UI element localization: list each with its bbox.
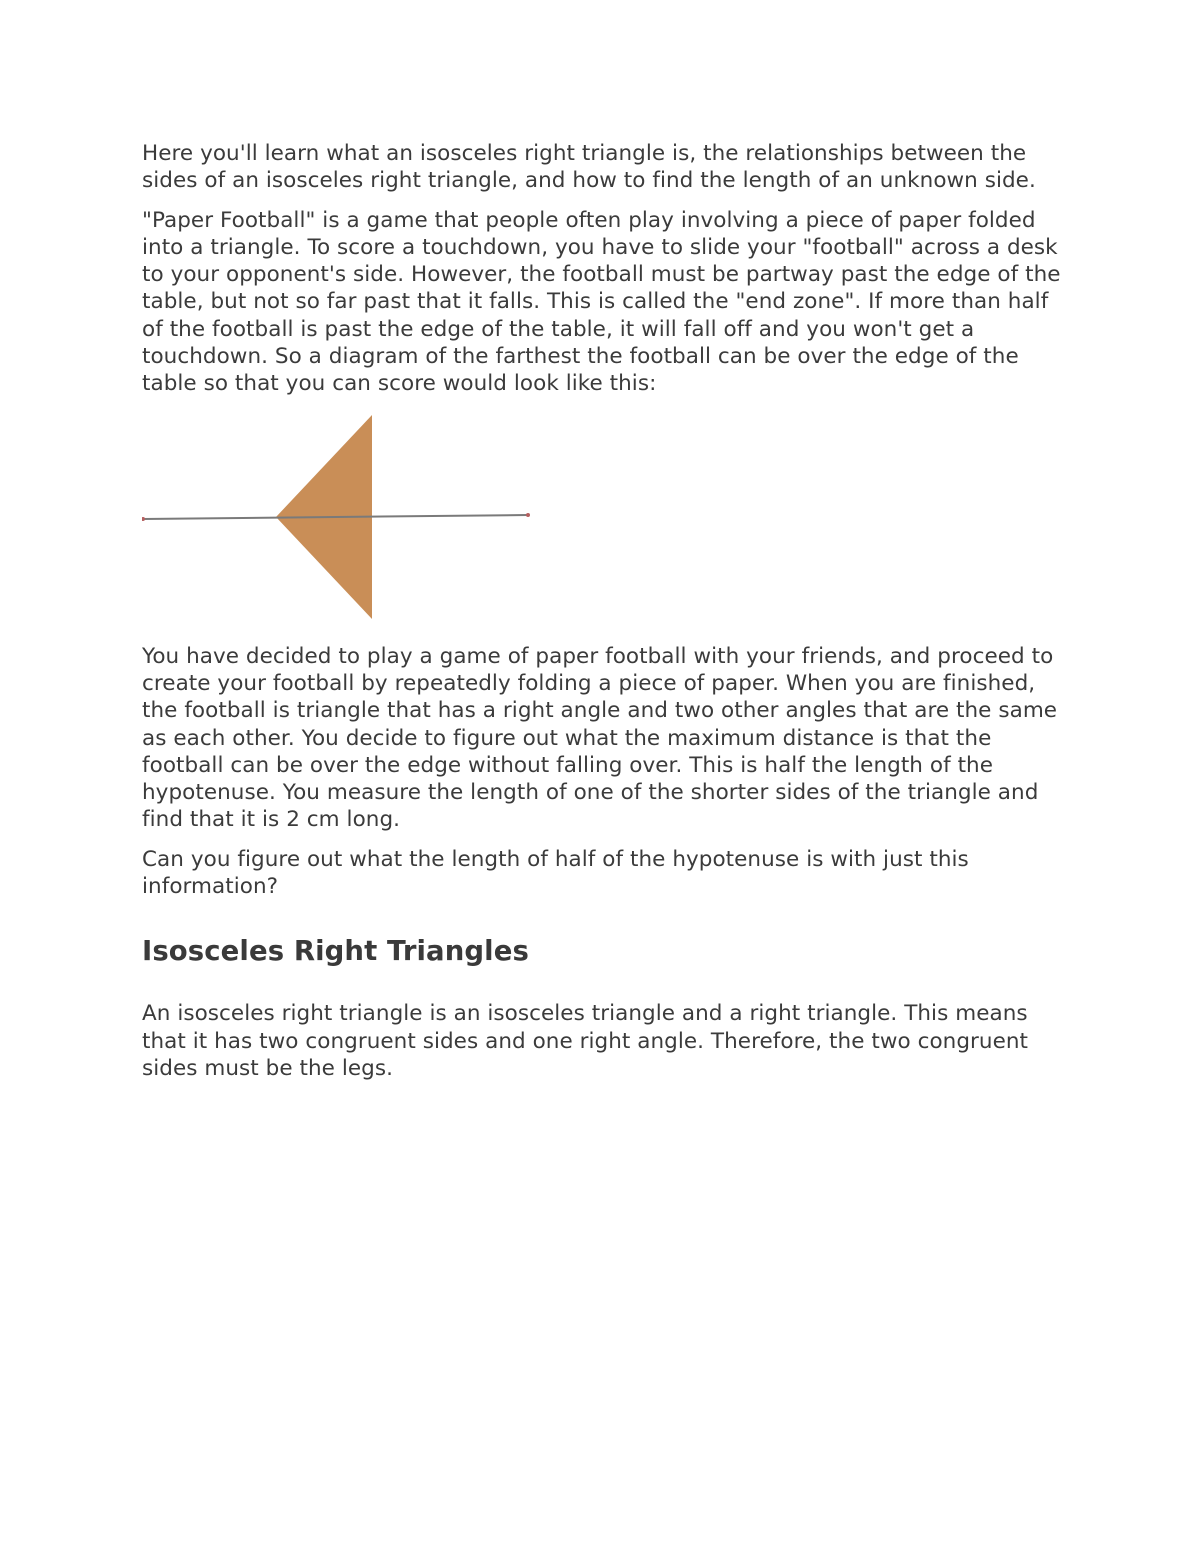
definition-paragraph: An isosceles right triangle is an isosceles triangle and a right triangle. This means that it has two congruent sides and one right angle. Therefore, the two congruent sides must be the legs.	[142, 1001, 1029, 1081]
paper-football-diagram	[142, 413, 532, 628]
table-edge-endpoint-right	[526, 513, 530, 517]
question-paragraph: Can you figure out what the length of half of the hypotenuse is with just this information?	[142, 846, 969, 900]
intro-paragraph: Here you'll learn what an isosceles right triangle is, the relationships between the sides of an isosceles right triangle, and how to find the length of an unknown side.	[142, 141, 1036, 194]
paper-football-paragraph: "Paper Football" is a game that people often play involving a piece of paper folded into a triangle. To score a touchdown, you have to slide your "football" across a desk to your opponent's side. However, the football must be partway past the edge of the table, but not so far past that it falls. This is called the "end zone". If more than half of the football is past the edge of the table, it will fall off and you won't get a touchdown. So a diagram of the farthest the football can be over the edge of the table so that you can score would look like this:	[142, 207, 1061, 397]
table-edge-endpoint-left	[142, 517, 145, 521]
diagram-svg	[142, 413, 532, 628]
document-body	[142, 140, 1072, 1094]
scenario-paragraph: You have decided to play a game of paper football with your friends, and proceed to create your football by repeatedly folding a piece of paper. When you are finished, the football is triangle that has a right angle and two other angles that are the same as each other. You decide to figure out what the maximum distance is that the football can be over the edge without falling over. This is half the length of the hypotenuse. You measure the length of one of the shorter sides of the triangle and find that it is 2 cm long.	[142, 643, 1058, 833]
section-heading: Isosceles Right Triangles	[142, 935, 529, 968]
